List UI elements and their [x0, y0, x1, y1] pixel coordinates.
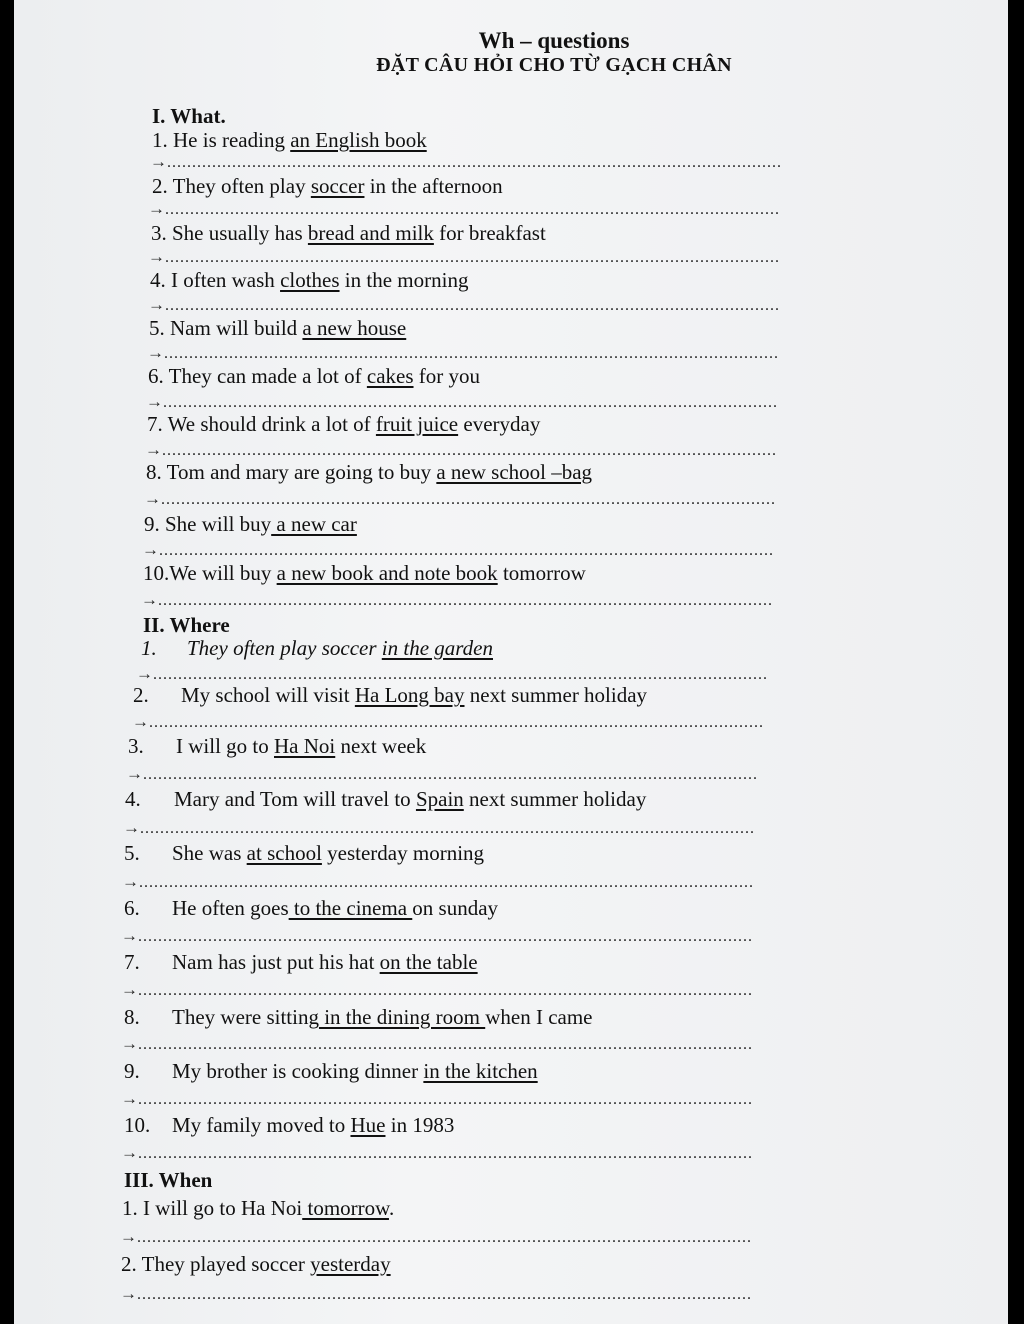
- question-item: 2. They often play soccer in the afternoon: [152, 174, 503, 198]
- answer-line[interactable]: →...........................................................................................................................: [121, 926, 753, 945]
- answer-line[interactable]: →...........................................................................................................................: [147, 343, 779, 362]
- question-item: 4. Mary and Tom will travel to Spain next summer holiday: [125, 787, 647, 811]
- answer-line[interactable]: →...........................................................................................................................: [145, 440, 777, 459]
- underlined-phrase: on the table: [379, 950, 478, 974]
- question-item: 4. I often wash clothes in the morning: [150, 268, 469, 292]
- answer-line[interactable]: →...........................................................................................................................: [121, 1143, 753, 1162]
- answer-line[interactable]: →...........................................................................................................................: [132, 712, 764, 731]
- underlined-phrase: a new house: [302, 316, 407, 340]
- answer-line[interactable]: →...........................................................................................................................: [121, 1089, 753, 1108]
- answer-line[interactable]: →...........................................................................................................................: [121, 1034, 753, 1053]
- question-item: 10.We will buy a new book and note book tomorrow: [143, 561, 586, 585]
- question-item: 1. I will go to Ha Noi tomorrow.: [122, 1196, 395, 1220]
- question-item: 7. We should drink a lot of fruit juice everyday: [147, 412, 541, 436]
- question-item: 1. He is reading an English book: [152, 128, 427, 152]
- answer-line[interactable]: →...........................................................................................................................: [141, 590, 773, 609]
- question-item: 1. They often play soccer in the garden: [141, 636, 493, 660]
- question-item: 7. Nam has just put his hat on the table: [124, 950, 478, 974]
- question-item: 8. They were sitting in the dining room when I came: [124, 1005, 593, 1029]
- underlined-phrase: clothes: [280, 268, 340, 292]
- underlined-phrase: a new car: [271, 512, 357, 536]
- section-heading-when: III. When: [124, 1168, 213, 1192]
- question-item: 2. They played soccer yesterday: [121, 1252, 391, 1276]
- section-heading-what: I. What.: [152, 104, 226, 128]
- answer-line[interactable]: →...........................................................................................................................: [126, 764, 758, 783]
- question-item: 8. Tom and mary are going to buy a new school –bag: [146, 460, 593, 484]
- answer-line[interactable]: →...........................................................................................................................: [120, 1284, 752, 1303]
- underlined-phrase: Ha Noi: [274, 734, 336, 758]
- question-item: 6. They can made a lot of cakes for you: [148, 364, 481, 388]
- answer-line[interactable]: →...........................................................................................................................: [148, 247, 780, 266]
- underlined-phrase: in the kitchen: [423, 1059, 538, 1083]
- underlined-phrase: a new school –bag: [436, 460, 593, 484]
- underlined-phrase: Spain: [415, 787, 464, 811]
- underlined-phrase: at school: [246, 841, 322, 865]
- question-item: 10. My family moved to Hue in 1983: [124, 1113, 455, 1137]
- answer-line[interactable]: →...........................................................................................................................: [121, 980, 753, 999]
- answer-line[interactable]: →...........................................................................................................................: [148, 295, 780, 314]
- answer-line[interactable]: →...........................................................................................................................: [144, 489, 776, 508]
- underlined-phrase: bread and milk: [307, 221, 434, 245]
- question-item: 2. My school will visit Ha Long bay next summer holiday: [133, 683, 648, 707]
- underlined-phrase: in the garden: [381, 636, 493, 660]
- underlined-phrase: to the cinema: [288, 896, 413, 920]
- worksheet-paper: [14, 0, 1008, 1324]
- underlined-phrase: yesterday: [310, 1252, 391, 1276]
- underlined-phrase: Hue: [350, 1113, 386, 1137]
- question-item: 9. She will buy a new car: [144, 512, 357, 536]
- underlined-phrase: in the dining room: [318, 1005, 486, 1029]
- question-item: 3. She usually has bread and milk for breakfast: [151, 221, 546, 245]
- underlined-phrase: a new book and note book: [276, 561, 498, 585]
- answer-line[interactable]: →...........................................................................................................................: [123, 818, 755, 837]
- underlined-phrase: an English book: [290, 128, 427, 152]
- question-item: 9. My brother is cooking dinner in the kitchen: [124, 1059, 538, 1083]
- answer-line[interactable]: →...........................................................................................................................: [136, 664, 768, 683]
- page-subtitle: ĐẶT CÂU HỎI CHO TỪ GẠCH CHÂN: [376, 54, 732, 76]
- underlined-phrase: cakes: [366, 364, 414, 388]
- answer-line[interactable]: →...........................................................................................................................: [148, 199, 780, 218]
- answer-line[interactable]: →...........................................................................................................................: [150, 152, 782, 171]
- question-item: 6. He often goes to the cinema on sunday: [124, 896, 499, 920]
- underlined-phrase: tomorrow: [302, 1196, 389, 1220]
- question-item: 5. She was at school yesterday morning: [124, 841, 485, 865]
- answer-line[interactable]: →...........................................................................................................................: [146, 392, 778, 411]
- page-title: Wh – questions: [478, 28, 630, 53]
- underlined-phrase: fruit juice: [375, 412, 459, 436]
- answer-line[interactable]: →...........................................................................................................................: [122, 872, 754, 891]
- underlined-phrase: soccer: [310, 174, 365, 198]
- question-item: 3. I will go to Ha Noi next week: [128, 734, 427, 758]
- section-heading-where: II. Where: [143, 613, 230, 637]
- answer-line[interactable]: →...........................................................................................................................: [120, 1227, 752, 1246]
- answer-line[interactable]: →...........................................................................................................................: [142, 540, 774, 559]
- question-item: 5. Nam will build a new house: [149, 316, 407, 340]
- underlined-phrase: Ha Long bay: [354, 683, 465, 707]
